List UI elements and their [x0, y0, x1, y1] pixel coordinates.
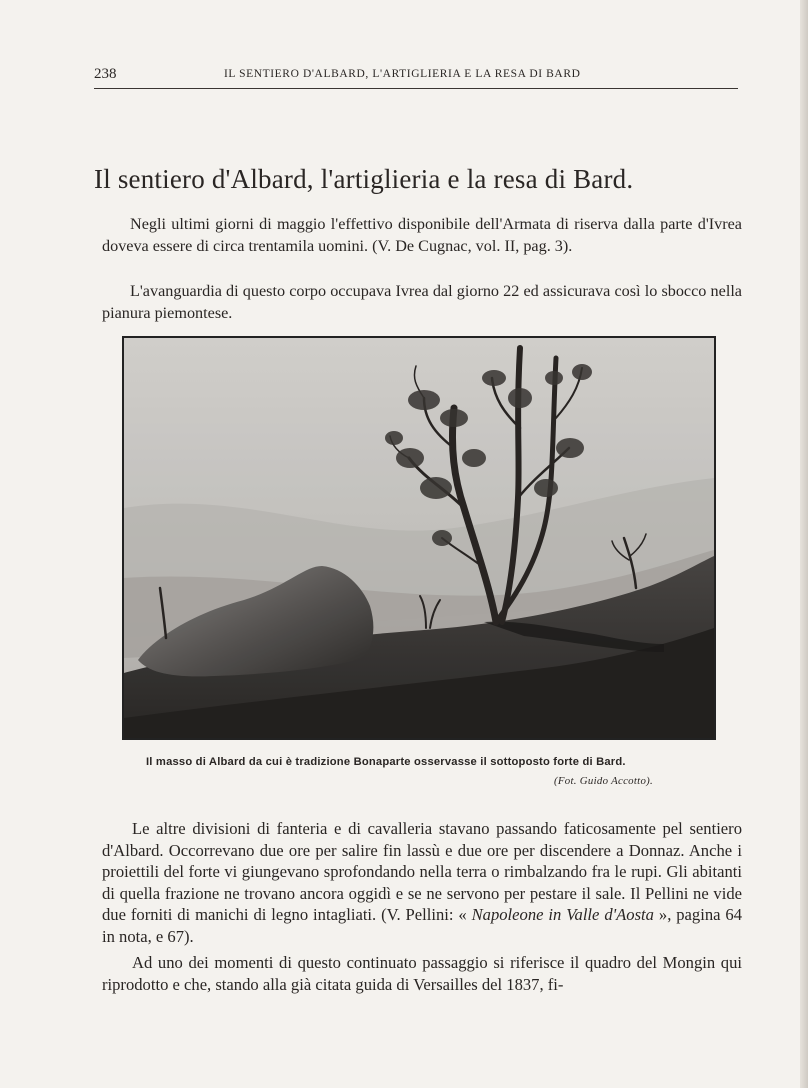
paragraph-3-start: Le altre divisioni di fanteria e di cavalleria stavano passando faticosamente pel sentiero d'Albard. Occorrevano due ore per salire fin lassù e due ore per discendere a Donnaz. Anche i proiettili del forte vi giungevano sprofondando nella terra o rimbalzando fra le rupi. Gli abitanti di quella frazione ne trovano ancora oggidì e se ne servono per pestare il sale. Il Pellini ne vide due forniti di manichi di legno intagliati. (V. Pellini: «: [102, 819, 742, 924]
figure-caption: Il masso di Albard da cui è tradizione Bonaparte osservasse il sottoposto forte di Bard.: [146, 756, 626, 768]
chapter-title: Il sentiero d'Albard, l'artiglieria e la resa di Bard.: [94, 164, 634, 194]
paragraph-4: Ad uno dei momenti di questo continuato passaggio si riferisce il quadro del Mongin qui riprodotto e che, stando alla già citata guida di Versailles del 1837, fi-: [102, 953, 742, 994]
photo-illustration: [124, 338, 714, 738]
paragraph-2: L'avanguardia di questo corpo occupava Ivrea dal giorno 22 ed assicurava così lo sbocco nella pianura piemontese.: [102, 282, 742, 322]
paragraph-3: [102, 818, 742, 947]
page-header: [94, 64, 738, 89]
paragraph-3-end: », pagina 64 in nota, e 67).: [102, 905, 742, 946]
photo-albard-boulder: [122, 336, 716, 740]
running-title: IL SENTIERO D'ALBARD, L'ARTIGLIERIA E LA RESA DI BARD: [224, 68, 581, 80]
book-title-italic: Napoleone in Valle d'Aosta: [466, 905, 659, 924]
page-number: 238: [94, 66, 117, 82]
paragraph-1: Negli ultimi giorni di maggio l'effettivo disponibile dell'Armata di riserva dalla parte d'Ivrea doveva essere di circa trentamila uomini. (V. De Cugnac, vol. II, pag. 3).: [102, 215, 742, 255]
page-edge-shadow: [800, 0, 808, 1088]
photo-credit: (Fot. Guido Accotto).: [554, 775, 654, 787]
